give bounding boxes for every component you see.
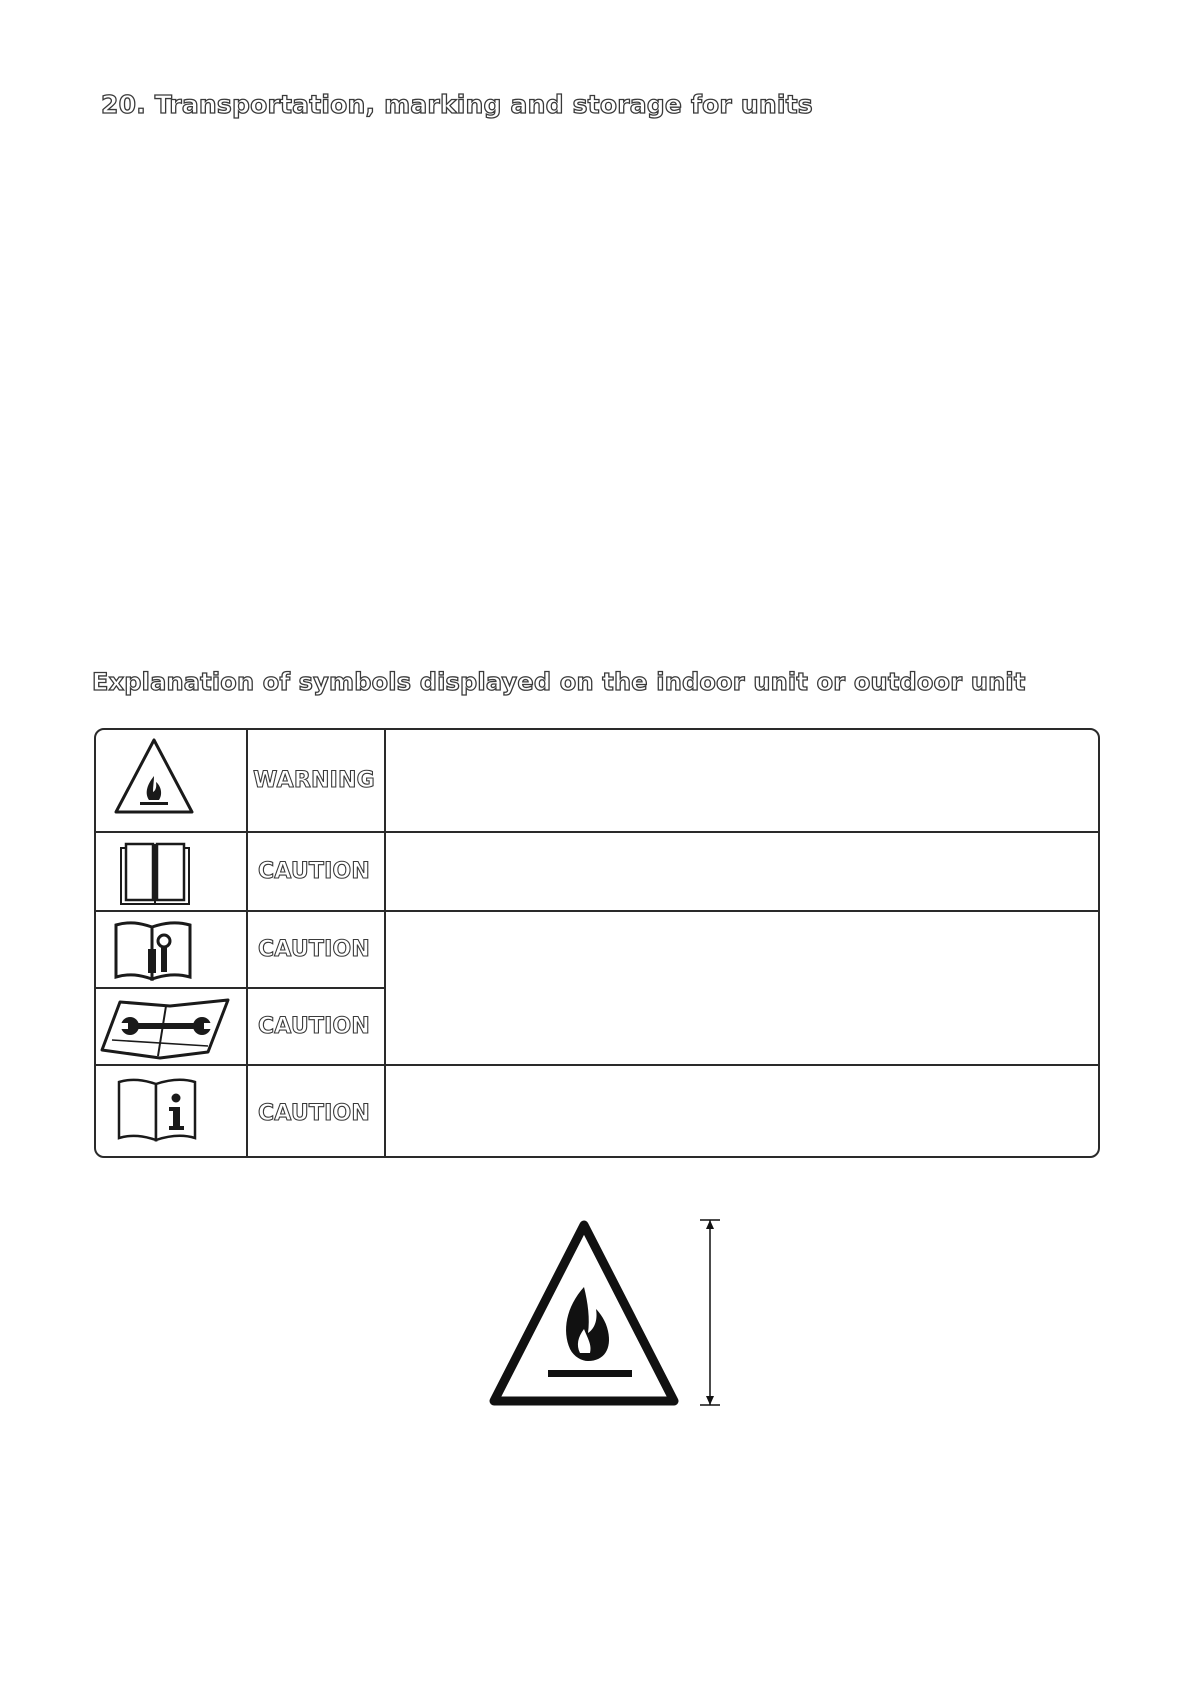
info-manual-icon [116, 1076, 198, 1148]
wrench-book-icon [100, 992, 230, 1064]
symbol-label: CAUTION [257, 1014, 371, 1039]
symbol-table [94, 728, 1100, 1158]
flammable-warning-icon [112, 736, 196, 822]
manual-book-icon [118, 842, 192, 912]
service-manual-icon [112, 919, 194, 987]
column-divider [384, 730, 386, 1158]
flammable-warning-large-icon [478, 1215, 728, 1419]
symbol-label: CAUTION [257, 859, 371, 884]
symbol-label: CAUTION [257, 1100, 371, 1126]
symbol-label: WARNING [253, 768, 375, 793]
symbol-label: CAUTION [257, 937, 371, 962]
symbols-title: Explanation of symbols displayed on the indoor unit or outdoor unit [92, 668, 1026, 696]
section-title: 20. Transportation, marking and storage for units [101, 90, 813, 119]
